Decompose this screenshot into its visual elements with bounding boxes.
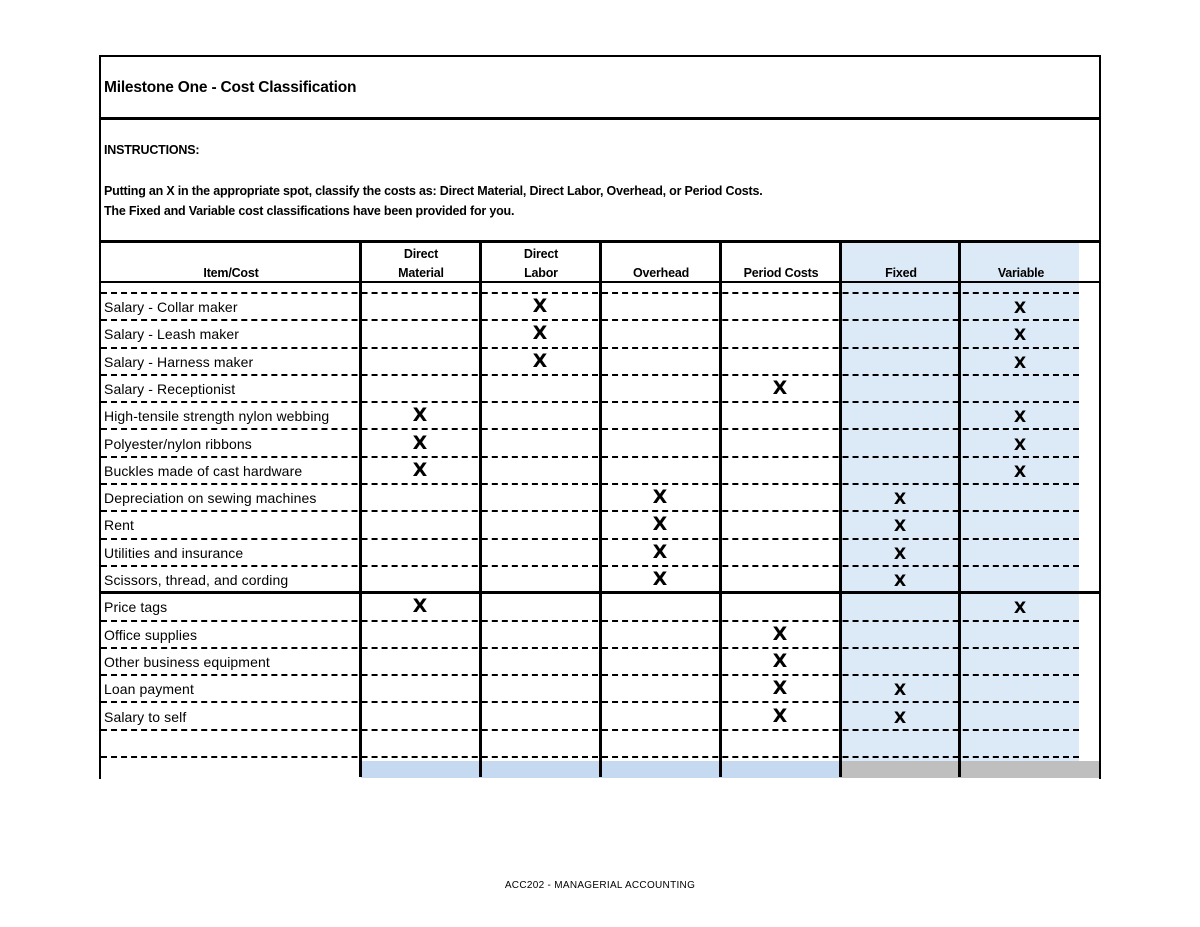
item-cost-label: Salary - Receptionist	[104, 380, 236, 397]
classification-mark-dm: X	[412, 431, 428, 454]
item-cost-label: Other business equipment	[104, 653, 270, 670]
classification-mark-dl: X	[532, 349, 548, 372]
item-cost-label: Utilities and insurance	[104, 544, 244, 561]
item-cost-label: Salary to self	[104, 708, 187, 725]
classification-mark-variable: X	[1013, 298, 1027, 317]
page-title: Milestone One - Cost Classification	[104, 79, 357, 96]
classification-mark-fixed: X	[893, 680, 907, 700]
column-divider	[599, 243, 602, 777]
classification-mark-variable: X	[1013, 598, 1027, 618]
column-header-fixed: Fixed	[885, 266, 917, 280]
instructions-label: INSTRUCTIONS:	[104, 143, 200, 157]
item-cost-label: Loan payment	[104, 681, 194, 698]
classification-mark-variable: X	[1013, 434, 1027, 454]
item-cost-label: Scissors, thread, and cording	[104, 572, 289, 588]
column-divider	[719, 243, 722, 777]
classification-mark-oh: X	[652, 486, 668, 509]
classification-mark-fixed: X	[893, 516, 907, 536]
classification-mark-dm: X	[412, 458, 428, 481]
item-cost-label: Buckles made of cast hardware	[104, 462, 303, 479]
classification-mark-dl: X	[532, 322, 548, 345]
title-bar	[101, 57, 1099, 120]
classification-mark-variable: X	[1013, 352, 1027, 372]
column-divider	[359, 243, 362, 777]
bottom-band-gray	[840, 761, 1099, 778]
column-divider	[479, 243, 482, 777]
item-cost-label: Depreciation on sewing machines	[104, 490, 317, 507]
classification-mark-fixed: X	[893, 571, 907, 590]
classification-mark-fixed: X	[893, 543, 907, 563]
column-header-item: Item/Cost	[203, 266, 259, 280]
instructions-text-line-1: Putting an X in the appropriate spot, classify the costs as: Direct Material, Direct Labor, Overhead, or Period Costs.	[104, 184, 763, 198]
classification-mark-pc: X	[772, 704, 788, 727]
item-cost-label: Salary - Leash maker	[104, 326, 240, 343]
column-header-variable: Variable	[997, 266, 1045, 280]
item-cost-label: Office supplies	[104, 626, 198, 643]
row-divider	[101, 729, 1079, 731]
classification-mark-oh: X	[652, 568, 668, 590]
classification-mark-variable: X	[1013, 325, 1027, 345]
classification-mark-pc: X	[772, 677, 788, 700]
classification-mark-pc: X	[772, 622, 788, 645]
item-cost-label: Price tags	[104, 599, 168, 616]
item-cost-label: Salary - Harness maker	[104, 353, 254, 370]
classification-mark-fixed: X	[893, 707, 907, 727]
column-divider	[839, 243, 842, 777]
classification-mark-pc: X	[772, 649, 788, 672]
classification-mark-variable: X	[1013, 461, 1027, 481]
classification-mark-pc: X	[772, 376, 788, 399]
classification-mark-fixed: X	[893, 489, 907, 509]
column-header-overhead: Overhead	[632, 266, 690, 280]
worksheet-frame	[99, 55, 1101, 779]
classification-mark-dl: X	[532, 295, 548, 317]
column-header-period-costs: Period Costs	[743, 266, 819, 280]
item-cost-label: Salary - Collar maker	[104, 299, 238, 315]
column-header-direct-material: Direct Material	[398, 247, 444, 280]
page-footer: ACC202 - MANAGERIAL ACCOUNTING	[504, 880, 696, 891]
classification-mark-dm: X	[412, 404, 428, 427]
column-header-direct-labor: Direct Labor	[523, 247, 559, 280]
classification-mark-dm: X	[412, 595, 428, 618]
classification-mark-oh: X	[652, 540, 668, 563]
item-cost-label: High-tensile strength nylon webbing	[104, 408, 330, 425]
classification-mark-variable: X	[1013, 407, 1027, 427]
classification-mark-oh: X	[652, 513, 668, 536]
column-divider	[958, 243, 961, 777]
instructions-text-line-2: The Fixed and Variable cost classifications have been provided for you.	[104, 204, 515, 218]
item-cost-label: Polyester/nylon ribbons	[104, 435, 252, 452]
table-bottom-border	[99, 591, 1101, 594]
item-cost-label: Rent	[104, 517, 134, 534]
row-divider	[101, 756, 1079, 758]
